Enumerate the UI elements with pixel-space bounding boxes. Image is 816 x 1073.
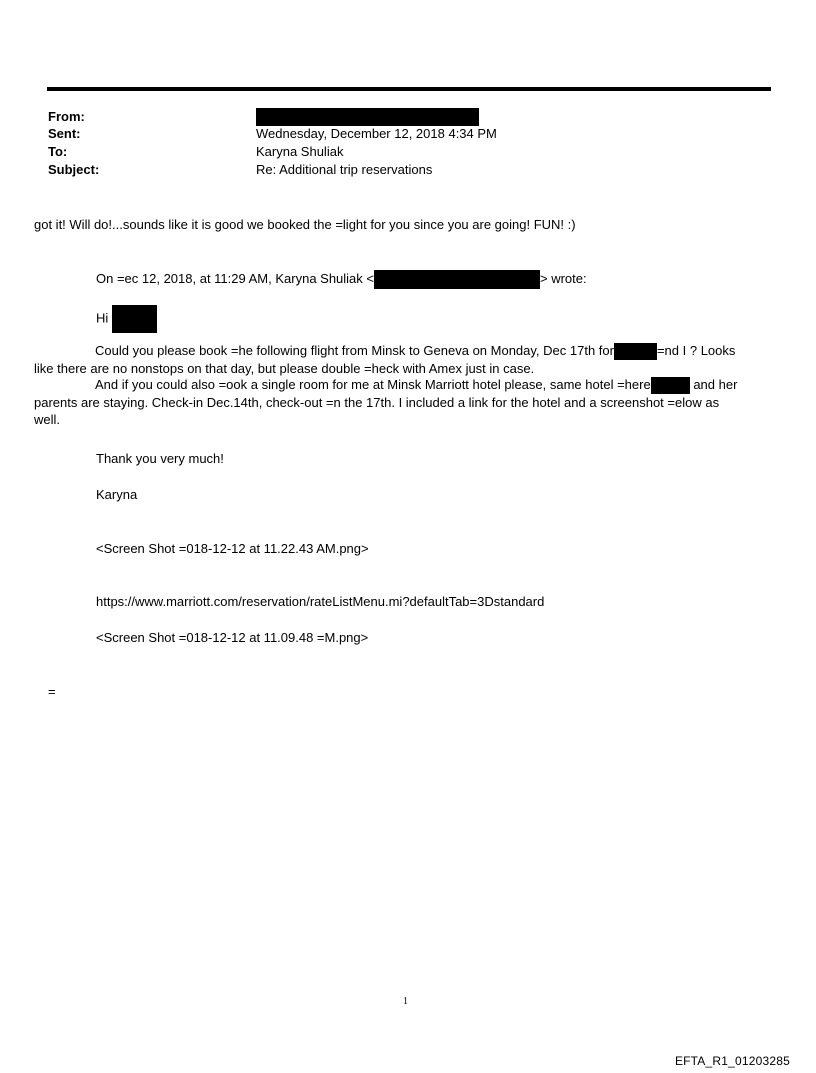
paragraph-text: Could you please book =he following flight from Minsk to Geneva on Monday, Dec 17th for xyxy=(95,343,614,358)
header-rule xyxy=(47,87,771,91)
from-value xyxy=(256,108,479,126)
from-label: From: xyxy=(48,109,85,124)
sent-label: Sent: xyxy=(48,126,81,141)
subject-label: Subject: xyxy=(48,162,100,177)
attachment-2: <Screen Shot =018-12-12 at 11.09.48 =M.png> xyxy=(96,630,369,645)
end-mark: = xyxy=(48,684,56,699)
thanks-text: Thank you very much! xyxy=(96,451,224,466)
paragraph-line: well. xyxy=(34,412,61,428)
paragraph-hotel xyxy=(34,376,774,428)
redaction-box xyxy=(112,305,157,333)
signature: Karyna xyxy=(96,487,138,502)
reply-text: got it! Will do!...sounds like it is good we booked the =light for you since you are going! FUN! :) xyxy=(34,217,576,232)
to-label: To: xyxy=(48,144,68,159)
redaction-box xyxy=(651,377,690,394)
paragraph-flight xyxy=(34,342,774,377)
attachment-1: <Screen Shot =018-12-12 at 11.22.43 AM.png> xyxy=(96,541,369,556)
sent-value: Wednesday, December 12, 2018 4:34 PM xyxy=(256,126,497,141)
subject-value: Re: Additional trip reservations xyxy=(256,162,433,177)
greeting xyxy=(96,305,157,333)
page-number: 1 xyxy=(403,996,408,1007)
paragraph-text: =nd I ? Looks xyxy=(656,343,736,358)
paragraph-line xyxy=(34,376,774,394)
greeting-text: Hi xyxy=(96,310,109,326)
paragraph-line: like there are no nonstops on that day, but please double =heck with Amex just in case. xyxy=(34,361,535,377)
redaction-box xyxy=(374,270,540,289)
paragraph-line: parents are staying. Check-in Dec.14th, check-out =n the 17th. I included a link for the hotel and a screenshot =elow as xyxy=(34,395,720,411)
quote-intro xyxy=(96,270,587,289)
redaction-box xyxy=(614,343,657,360)
paragraph-text: and her xyxy=(693,377,738,392)
hotel-link[interactable]: https://www.marriott.com/reservation/rateListMenu.mi?defaultTab=3Dstandard xyxy=(96,594,545,609)
paragraph-text: And if you could also =ook a single room for me at Minsk Marriott hotel please, same hotel =here xyxy=(95,377,651,392)
to-value: Karyna Shuliak xyxy=(256,144,344,159)
quote-intro-end: > wrote: xyxy=(540,271,587,286)
quote-intro-text: On =ec 12, 2018, at 11:29 AM, Karyna Shuliak < xyxy=(96,271,374,286)
redaction-box xyxy=(256,108,479,126)
paragraph-line xyxy=(34,342,774,360)
bates-number: EFTA_R1_01203285 xyxy=(674,1054,790,1068)
